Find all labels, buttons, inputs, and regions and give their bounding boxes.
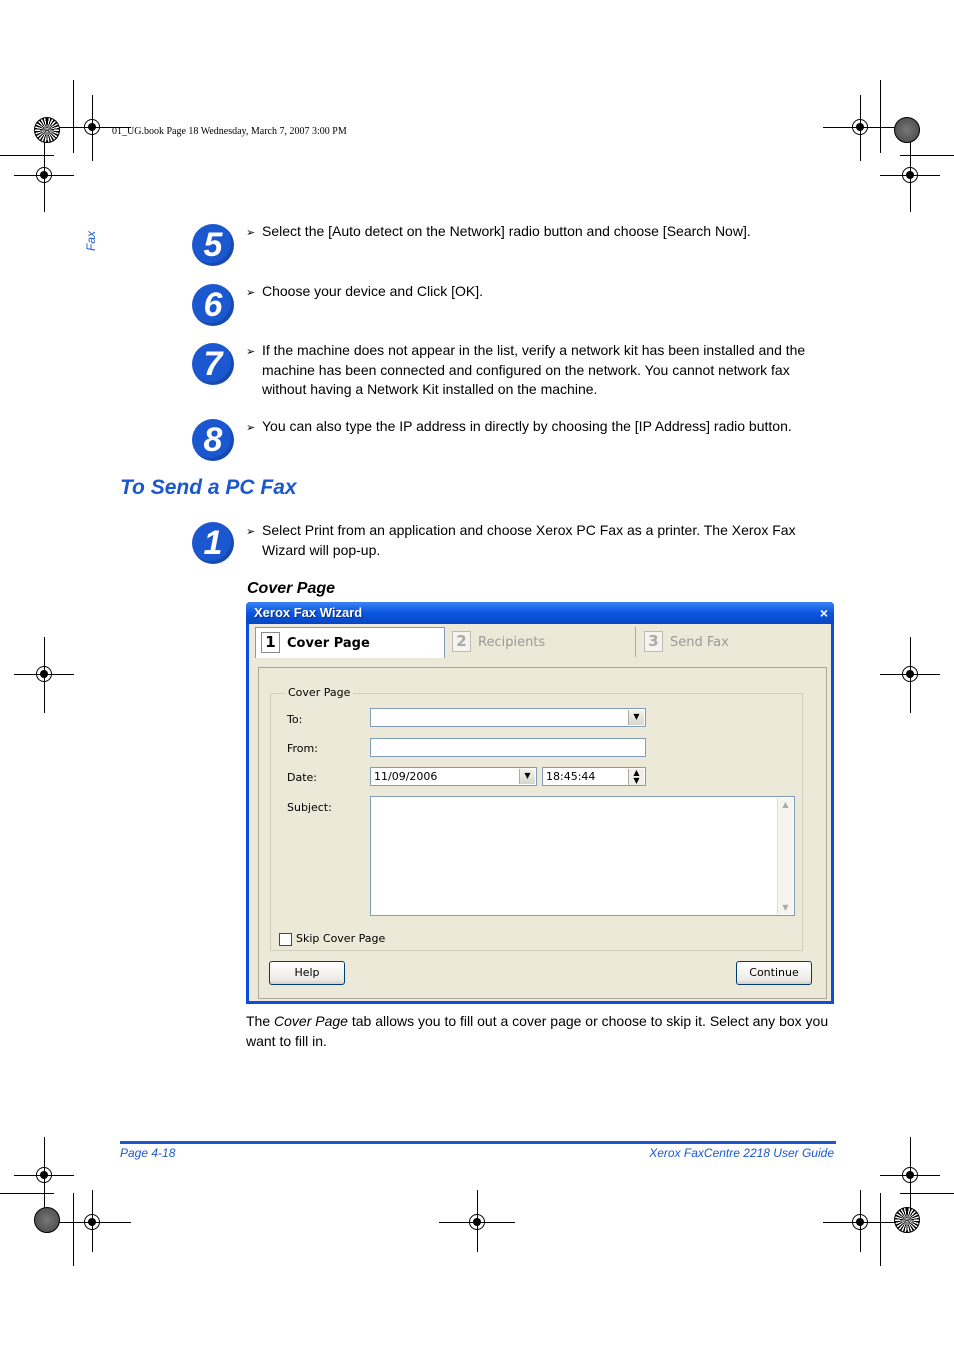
print-header: 01_UG.book Page 18 Wednesday, March 7, 2007 3:00 PM xyxy=(112,126,347,137)
bullet-arrow-icon: ➢ xyxy=(246,346,256,358)
window-title-bar xyxy=(246,602,834,624)
scroll-up-icon[interactable]: ▲ xyxy=(782,800,789,809)
step-number-5: 5 xyxy=(192,224,234,266)
tab-label: Recipients xyxy=(478,635,546,650)
step-text-1: Select Print from an application and choose Xerox PC Fax as a printer. The Xerox Fax Wizard will pop-up. xyxy=(262,522,796,558)
side-tab xyxy=(84,225,114,255)
description-post: tab allows you to fill out a cover page or choose to skip it. Select any box you want to fill in. xyxy=(246,1013,829,1049)
time-value: 18:45:44 xyxy=(546,770,596,783)
step-text-7: If the machine does not appear in the list, verify a network kit has been installed and the machine has been connected and configured on the network. You cannot network fax without having a Network Kit installed on the machine. xyxy=(262,342,806,397)
description-paragraph xyxy=(246,1012,836,1051)
bullet-arrow-icon: ➢ xyxy=(246,526,256,538)
step-number-7: 7 xyxy=(192,343,234,385)
scroll-down-icon[interactable]: ▼ xyxy=(782,903,789,912)
group-label: Cover Page xyxy=(285,686,353,699)
tab-number: 1 xyxy=(261,632,280,653)
section-title: To Send a PC Fax xyxy=(120,476,297,499)
tab-number: 3 xyxy=(644,631,663,652)
spin-up-icon[interactable]: ▲ xyxy=(628,769,644,777)
tab-cover-page[interactable] xyxy=(255,627,445,658)
subject-label: Subject: xyxy=(287,801,332,814)
fax-wizard-window xyxy=(246,602,834,1004)
date-label: Date: xyxy=(287,771,317,784)
side-tab-label: Fax xyxy=(84,230,98,251)
step-number-8: 8 xyxy=(192,419,234,461)
from-input[interactable] xyxy=(370,738,646,757)
help-button[interactable]: Help xyxy=(269,961,345,985)
bullet-arrow-icon: ➢ xyxy=(246,287,256,299)
step-number-6: 6 xyxy=(192,284,234,326)
step-text-6: Choose your device and Click [OK]. xyxy=(262,283,483,299)
tab-number: 2 xyxy=(452,631,471,652)
step-text-5: Select the [Auto detect on the Network] radio button and choose [Search Now]. xyxy=(262,223,751,239)
spin-down-icon[interactable]: ▼ xyxy=(628,777,644,785)
step-text-8: You can also type the IP address in directly by choosing the [IP Address] radio button. xyxy=(262,418,792,434)
chevron-down-icon[interactable]: ▼ xyxy=(628,710,644,725)
figure-caption: Cover Page xyxy=(247,580,336,597)
continue-button[interactable]: Continue xyxy=(736,961,812,985)
step-number-1: 1 xyxy=(192,522,234,564)
description-pre: The xyxy=(246,1013,275,1029)
subject-textarea[interactable] xyxy=(370,796,795,916)
footer-divider xyxy=(120,1141,836,1144)
tab-recipients[interactable] xyxy=(447,627,636,657)
subject-scrollbar[interactable] xyxy=(777,798,793,914)
guide-title: Xerox FaxCentre 2218 User Guide xyxy=(649,1146,834,1160)
chevron-down-icon[interactable]: ▼ xyxy=(519,769,535,784)
page-number: Page 4-18 xyxy=(120,1146,176,1160)
tab-label: Cover Page xyxy=(287,636,370,651)
description-emphasis: Cover Page xyxy=(274,1013,348,1029)
tab-label: Send Fax xyxy=(670,635,729,650)
bullet-arrow-icon: ➢ xyxy=(246,422,256,434)
bullet-arrow-icon: ➢ xyxy=(246,227,256,239)
close-icon[interactable]: × xyxy=(819,605,828,621)
from-label: From: xyxy=(287,742,318,755)
skip-cover-page-checkbox[interactable] xyxy=(279,933,292,946)
to-label: To: xyxy=(287,713,303,726)
window-title: Xerox Fax Wizard xyxy=(254,605,363,620)
date-picker[interactable] xyxy=(370,767,537,786)
tab-send-fax[interactable] xyxy=(639,627,829,657)
skip-cover-page-label: Skip Cover Page xyxy=(296,932,386,945)
window-body xyxy=(249,624,831,1001)
date-value: 11/09/2006 xyxy=(374,770,438,783)
time-spinner[interactable] xyxy=(542,767,646,786)
to-dropdown[interactable] xyxy=(370,708,646,727)
